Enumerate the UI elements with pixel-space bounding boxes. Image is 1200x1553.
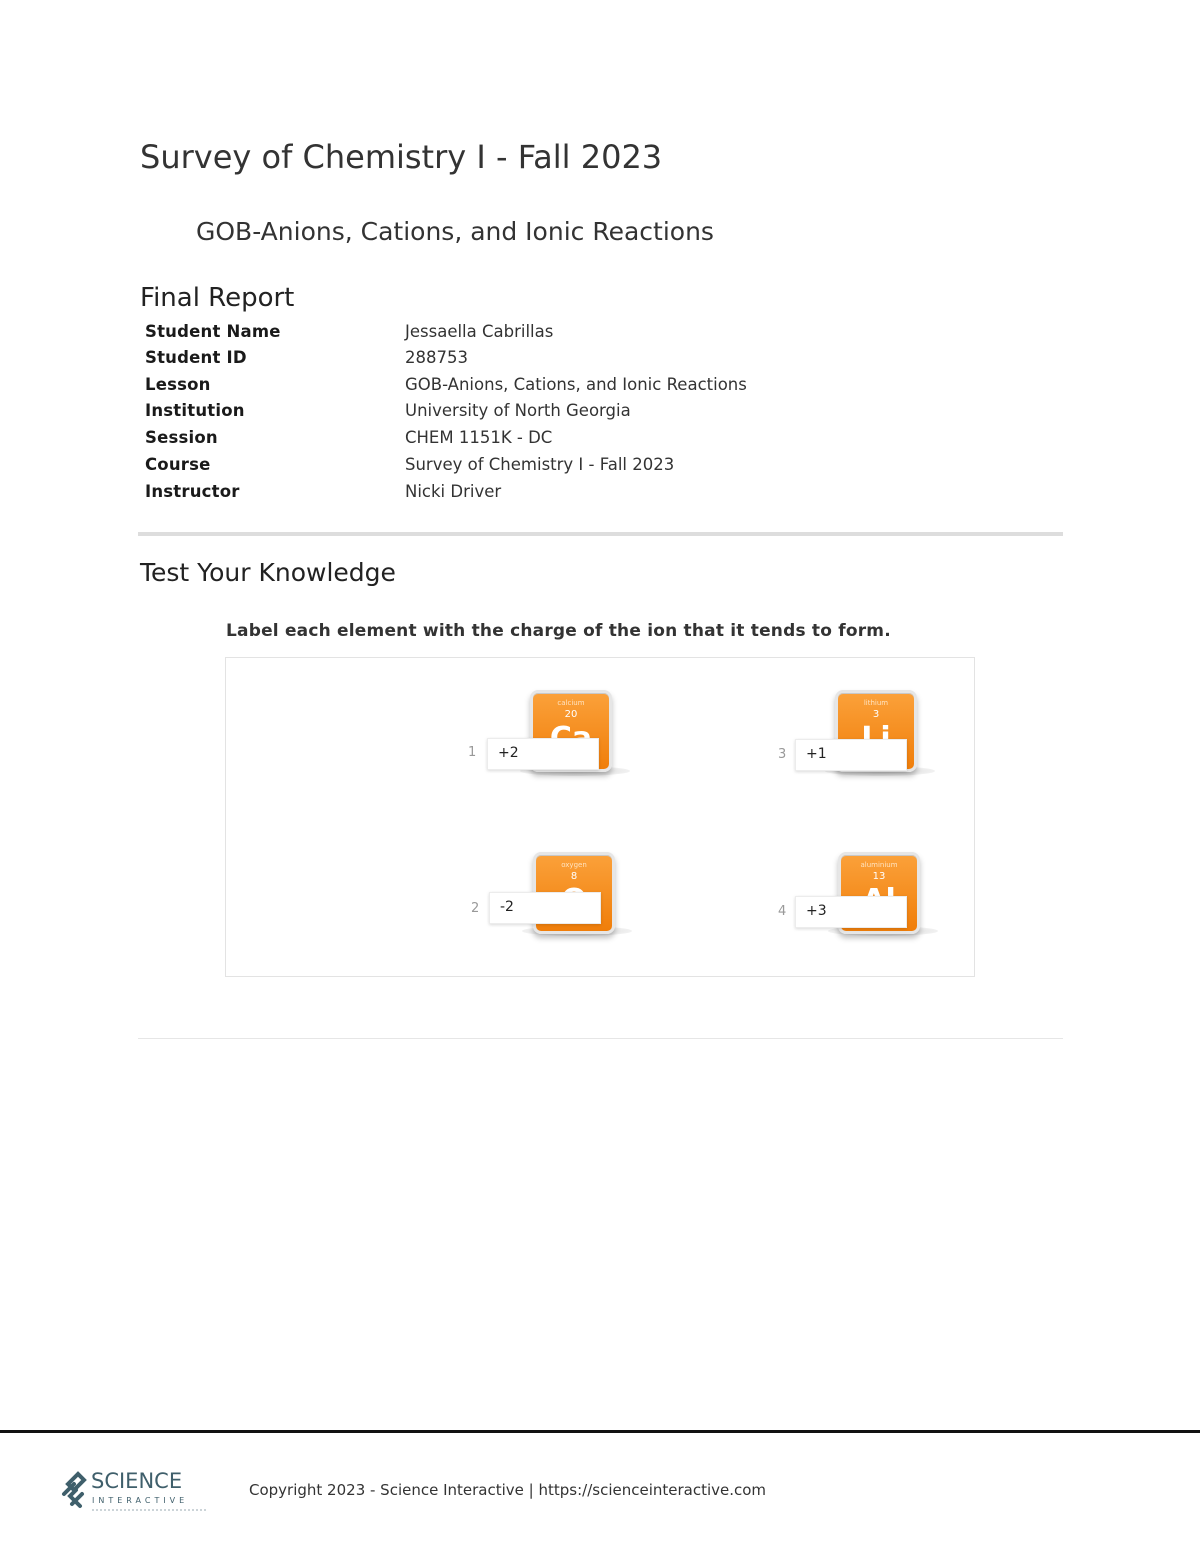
info-label: Lesson [145, 375, 211, 394]
info-value: Nicki Driver [405, 482, 502, 501]
info-label: Course [145, 455, 211, 474]
section-end-divider [138, 1038, 1063, 1039]
atomic-number: 8 [570, 871, 578, 882]
question-instruction: Label each element with the charge of the ion that it tends to form. [226, 621, 891, 641]
answer-label-2[interactable]: -2 [489, 892, 601, 924]
info-value: Jessaella Cabrillas [405, 322, 554, 341]
info-label: Student ID [145, 348, 247, 367]
atomic-number: 20 [564, 709, 578, 720]
answer-number: 1 [468, 745, 477, 760]
info-value: GOB-Anions, Cations, and Ionic Reactions [405, 375, 747, 394]
info-value: Survey of Chemistry I - Fall 2023 [405, 455, 675, 474]
element-name: calcium [557, 699, 585, 707]
copyright-text: Copyright 2023 - Science Interactive | https://scienceinteractive.com [249, 1481, 767, 1499]
info-label: Student Name [145, 322, 281, 341]
activity-blank-area [226, 658, 340, 976]
answer-label-1[interactable]: +2 [487, 738, 599, 770]
info-value: 288753 [405, 348, 468, 367]
answer-number: 3 [778, 747, 787, 762]
answer-number: 4 [778, 904, 787, 919]
lesson-title: GOB-Anions, Cations, and Ionic Reactions [196, 217, 714, 246]
answer-label-3[interactable]: +1 [795, 739, 907, 771]
element-name: aluminium [860, 861, 898, 869]
answer-number: 2 [471, 901, 480, 916]
atomic-number: 13 [872, 871, 886, 882]
info-value: University of North Georgia [405, 401, 631, 420]
science-interactive-logo [58, 1466, 208, 1516]
info-label: Instructor [145, 482, 240, 501]
info-row-student-id [145, 348, 1045, 374]
info-value: CHEM 1151K - DC [405, 428, 553, 447]
footer-divider [0, 1430, 1200, 1433]
info-row-institution [145, 401, 1045, 427]
info-label: Session [145, 428, 218, 447]
atomic-number: 3 [872, 709, 880, 720]
info-row-student-name [145, 322, 1045, 348]
info-row-lesson [145, 375, 1045, 401]
info-row-course [145, 455, 1045, 481]
logo-mark-icon [64, 1474, 84, 1506]
info-label: Institution [145, 401, 245, 420]
info-row-session [145, 428, 1045, 454]
answer-label-4[interactable]: +3 [795, 896, 907, 928]
section-divider [138, 532, 1063, 536]
course-title: Survey of Chemistry I - Fall 2023 [140, 138, 663, 176]
section-title: Test Your Knowledge [140, 558, 396, 587]
final-report-heading: Final Report [140, 283, 295, 313]
element-name: lithium [863, 699, 889, 707]
logo-word-science: SCIENCE [91, 1469, 183, 1493]
element-name: oxygen [561, 861, 587, 869]
info-row-instructor [145, 482, 1045, 508]
logo-word-interactive: INTERACTIVE [92, 1496, 189, 1505]
